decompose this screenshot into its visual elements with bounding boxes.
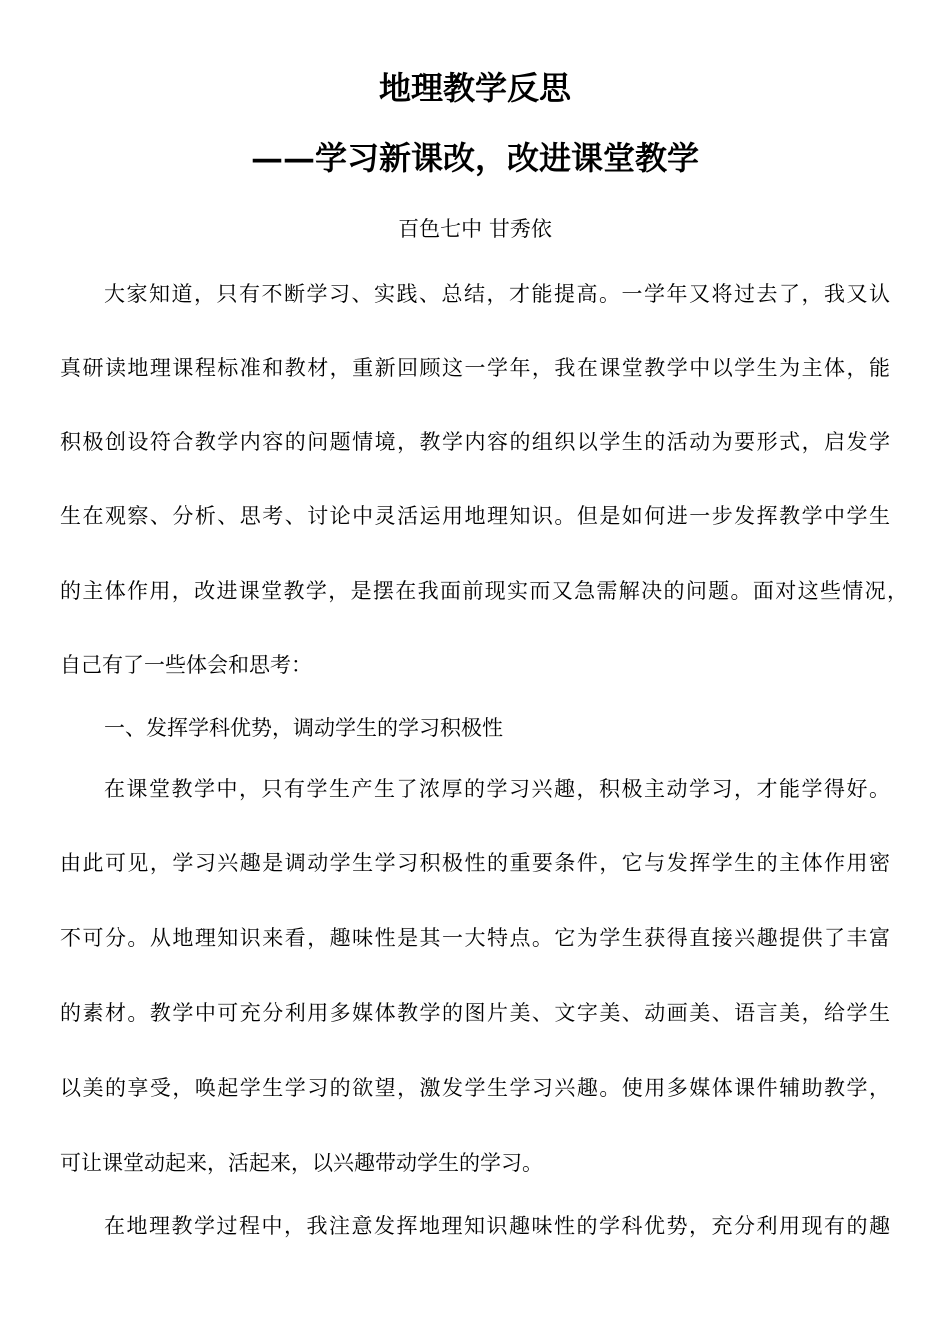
document-title: 地理教学反思 xyxy=(378,69,571,107)
author-line: 百色七中 甘秀依 xyxy=(398,217,552,241)
paragraph-line: 生在观察、分析、思考、讨论中灵活运用地理知识。但是如何进一步发挥教学中学生 xyxy=(60,504,890,528)
paragraph-line: 积极创设符合教学内容的问题情境，教学内容的组织以学生的活动为要形式，启发学 xyxy=(60,430,890,454)
paragraph-line: 以美的享受，唤起学生学习的欲望，激发学生学习兴趣。使用多媒体课件辅助教学， xyxy=(60,1076,890,1100)
section-heading: 一、发挥学科优势，调动学生的学习积极性 xyxy=(104,716,503,740)
paragraph-line: 在地理教学过程中，我注意发挥地理知识趣味性的学科优势，充分利用现有的趣 xyxy=(104,1214,890,1238)
paragraph-line: 自己有了一些体会和思考： xyxy=(60,653,312,677)
paragraph-line: 大家知道，只有不断学习、实践、总结，才能提高。一学年又将过去了，我又认 xyxy=(104,282,890,306)
paragraph-line: 可让课堂动起来，活起来，以兴趣带动学生的学习。 xyxy=(60,1151,543,1175)
paragraph-line: 的主体作用，改进课堂教学，是摆在我面前现实而又急需解决的问题。面对这些情况， xyxy=(60,579,908,603)
paragraph-line: 的素材。教学中可充分利用多媒体教学的图片美、文字美、动画美、语言美，给学生 xyxy=(60,1001,890,1025)
paragraph-line: 真研读地理课程标准和教材，重新回顾这一学年，我在课堂教学中以学生为主体，能 xyxy=(60,356,890,380)
paragraph-line: 由此可见，学习兴趣是调动学生学习积极性的重要条件，它与发挥学生的主体作用密 xyxy=(60,851,890,875)
document-subtitle: ——学习新课改，改进课堂教学 xyxy=(250,139,699,177)
paragraph-line: 在课堂教学中，只有学生产生了浓厚的学习兴趣，积极主动学习，才能学得好。 xyxy=(104,777,890,801)
paragraph-line: 不可分。从地理知识来看，趣味性是其一大特点。它为学生获得直接兴趣提供了丰富 xyxy=(60,926,890,950)
